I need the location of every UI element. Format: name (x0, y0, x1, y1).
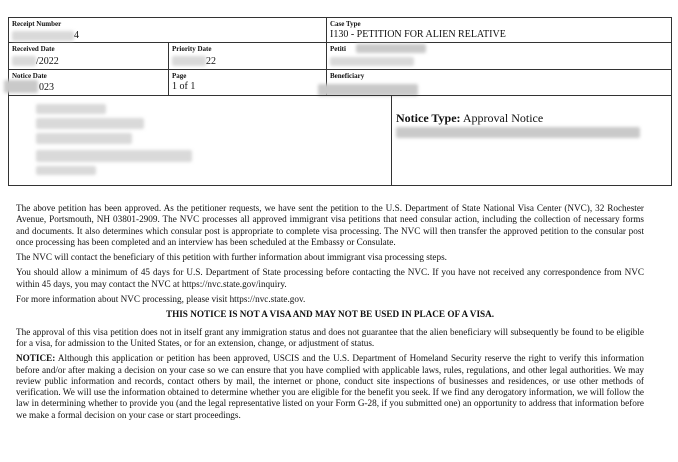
notice-label: NOTICE: (16, 353, 56, 364)
paragraph-processing-time: You should allow a minimum of 45 days for U.S. Department of State processing before contacting the NVC. If you have not received any correspondence from NVC within 45 days, you may contact the NVC at https://nvc.state.gov/inquiry. (16, 267, 644, 289)
page-cell (172, 72, 195, 92)
divider (8, 42, 672, 43)
receipt-number-label: Receipt Number (12, 20, 62, 28)
case-type-label: Case Type (330, 20, 361, 28)
paragraph-more-info: For more information about NVC processing, please visit https://nvc.state.gov. (16, 294, 306, 305)
beneficiary-label: Beneficiary (330, 72, 365, 80)
receipt-number-cell (12, 20, 61, 28)
priority-date-cell (172, 45, 211, 53)
petitioner-cell (330, 45, 346, 53)
petitioner-label: Petiti (330, 45, 346, 53)
redacted-address-line (36, 118, 144, 129)
notice-body (16, 203, 644, 425)
beneficiary-cell (330, 72, 364, 80)
redacted-petitioner-name (330, 57, 414, 66)
paragraph-approval: The above petition has been approved. As the petitioner requests, we have sent the petition to the U.S. Department of State National Visa Center (NVC), 32 Rochester Avenue, Portsmouth, NH 03801-2909. The NVC processes all approved immigrant visa petitions that need consular action, including the collection of necessary forms and documents. It also determines which consular post is appropriate to complete visa processing. The NVC will then transfer the approved petition to the consular post once processing has been completed and an interview has been scheduled at the Embassy or Consulate. (16, 203, 644, 247)
paragraph-nvc-contact: The NVC will contact the beneficiary of this petition with further information about immigrant visa processing steps. (16, 252, 447, 263)
notice-type (396, 111, 543, 125)
notice-text: Although this application or petition has been approved, USCIS and the U.S. Department of Homeland Security reserve the right to verify this information before and/or after making a decision on your case so we can ensure that you have complied with applicable laws, rules, regulations, and other legal authorities. We may review public information and records, contact others by mail, the internet or phone, conduct site inspections of businesses and residences, or use other methods of verification. We will use the information obtained to determine whether you are eligible for the benefit you seek. If we find any derogatory information, we will follow the law in determining whether to provide you (and the legal representative listed on your Form G-28, if you submitted one) an opportunity to address that information before we make a formal decision on your case or start proceedings. (16, 353, 644, 420)
notice-date-value: 023 (39, 82, 54, 93)
notice-date-label: Notice Date (12, 72, 47, 80)
paragraph-status-disclaimer: The approval of this visa petition does not in itself grant any immigration status and does not guarantee that the alien beneficiary will subsequently be found to be eligible for a visa, for admission to the United States, or for an extension, change, or adjustment of status. (16, 326, 644, 348)
visa-warning: THIS NOTICE IS NOT A VISA AND MAY NOT BE USED IN PLACE OF A VISA. (165, 309, 495, 320)
redacted-address-line (36, 166, 96, 175)
redacted-priority-date (172, 56, 206, 66)
case-type-cell (330, 20, 506, 40)
notice-type-label: Notice Type: (396, 111, 461, 125)
priority-date-label: Priority Date (172, 45, 212, 53)
received-date-label: Received Date (12, 45, 55, 53)
page-label: Page (172, 72, 187, 80)
notice-type-value: Approval Notice (462, 111, 544, 125)
redacted-address-line (36, 104, 106, 114)
receipt-number-value: 4 (74, 30, 79, 41)
paragraph-notice (16, 353, 644, 421)
received-date-value: /2022 (36, 56, 59, 67)
notice-date-cell (12, 72, 47, 80)
case-type-value: I130 - PETITION FOR ALIEN RELATIVE (330, 29, 506, 40)
redacted-receipt-number (12, 31, 74, 41)
redacted-address-line (36, 133, 132, 144)
page-value: 1 of 1 (172, 81, 196, 92)
divider (391, 95, 392, 186)
redacted-notice-date (4, 80, 38, 93)
redacted-petitioner (356, 44, 426, 53)
redacted-address-line (36, 150, 192, 162)
redacted-section-line (396, 127, 640, 138)
received-date-cell (12, 45, 55, 53)
priority-date-value: 22 (206, 56, 216, 67)
divider (8, 69, 672, 70)
redacted-received-date (12, 56, 36, 66)
